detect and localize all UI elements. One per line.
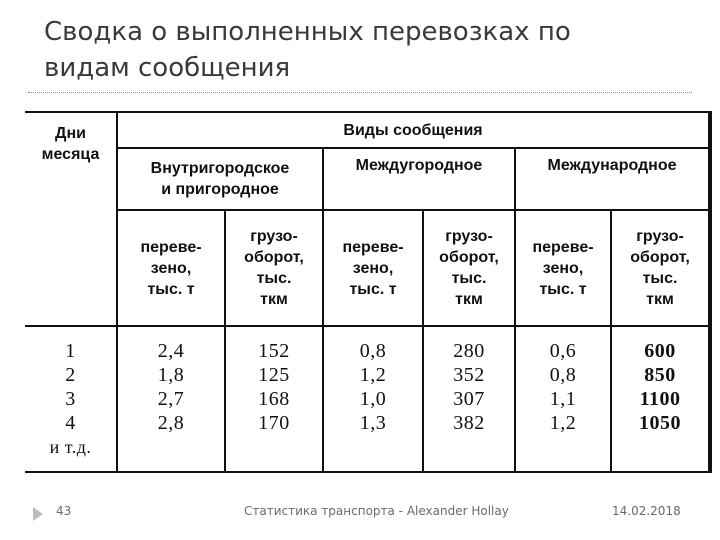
intercity-turnover-column [423,326,515,472]
category-header-international: Международное [515,148,709,210]
table-cell: 1050 [639,412,682,434]
day-value: 3 [65,388,76,410]
footer-date: 14.02.2018 [612,504,681,518]
slide-footer [0,504,720,524]
days-etc: и т.д. [49,437,92,457]
urban-shipped-column [117,326,225,472]
slide-title [44,14,684,86]
category-header-intercity: Междугородное [323,148,515,210]
table-cell: 352 [453,364,485,386]
table-cell: 1,3 [359,412,387,434]
table-cell: 280 [453,340,485,362]
shipped-header: переве- зено, тыс. т [515,210,611,326]
table-cell: 850 [644,364,676,386]
table-cell: 600 [644,340,676,362]
table-cell: 2,8 [157,412,185,434]
turnover-header: грузо- оборот, тыс. ткм [611,210,709,326]
turnover-header: грузо- оборот, тыс. ткм [225,210,323,326]
day-value: 4 [65,412,76,434]
intercity-shipped-column [323,326,423,472]
shipped-header: переве- зено, тыс. т [117,210,225,326]
international-shipped-column [515,326,611,472]
shipped-header: переве- зено, тыс. т [323,210,423,326]
table-cell: 170 [258,412,290,434]
international-turnover-column [611,326,709,472]
header-row-2 [25,148,709,210]
footer-caption: Статистика транспорта - Alexander Hollay [244,504,509,518]
table-cell: 1,2 [359,364,387,386]
days-column [25,326,117,472]
table-cell: 2,7 [157,388,185,410]
table-cell: 125 [258,364,290,386]
table-cell: 2,4 [157,340,185,362]
day-value: 1 [65,340,76,362]
table-cell: 1,1 [549,388,577,410]
turnover-header: грузо- оборот, тыс. ткм [423,210,515,326]
title-divider [28,92,692,93]
days-of-month-header: Дни месяца [25,112,117,326]
table-cell: 152 [258,340,290,362]
header-row-3 [25,210,709,326]
day-value: 2 [65,364,76,386]
table-cell: 1,8 [157,364,185,386]
table-cell: 0,6 [549,340,577,362]
table-cell: 307 [453,388,485,410]
table-cell: 1100 [639,388,681,410]
table-cell: 382 [453,412,485,434]
page-number: 43 [56,504,72,518]
table-cell: 0,8 [359,340,387,362]
data-row [25,326,709,472]
slide-title-line-2: видам сообщения [44,53,291,83]
play-marker-icon [33,507,43,521]
urban-turnover-column [225,326,323,472]
table-container [25,111,712,473]
table-cell: 1,2 [549,412,577,434]
table-cell: 168 [258,388,290,410]
transport-summary-table [25,111,710,473]
table-cell: 1,0 [359,388,387,410]
table-cell: 0,8 [549,364,577,386]
slide-title-line-1: Сводка о выполненных перевозках по [44,17,571,47]
category-header-urban: Внутригородское и пригородное [117,148,323,210]
header-row-1 [25,112,709,148]
transport-types-header: Виды сообщения [117,112,709,148]
